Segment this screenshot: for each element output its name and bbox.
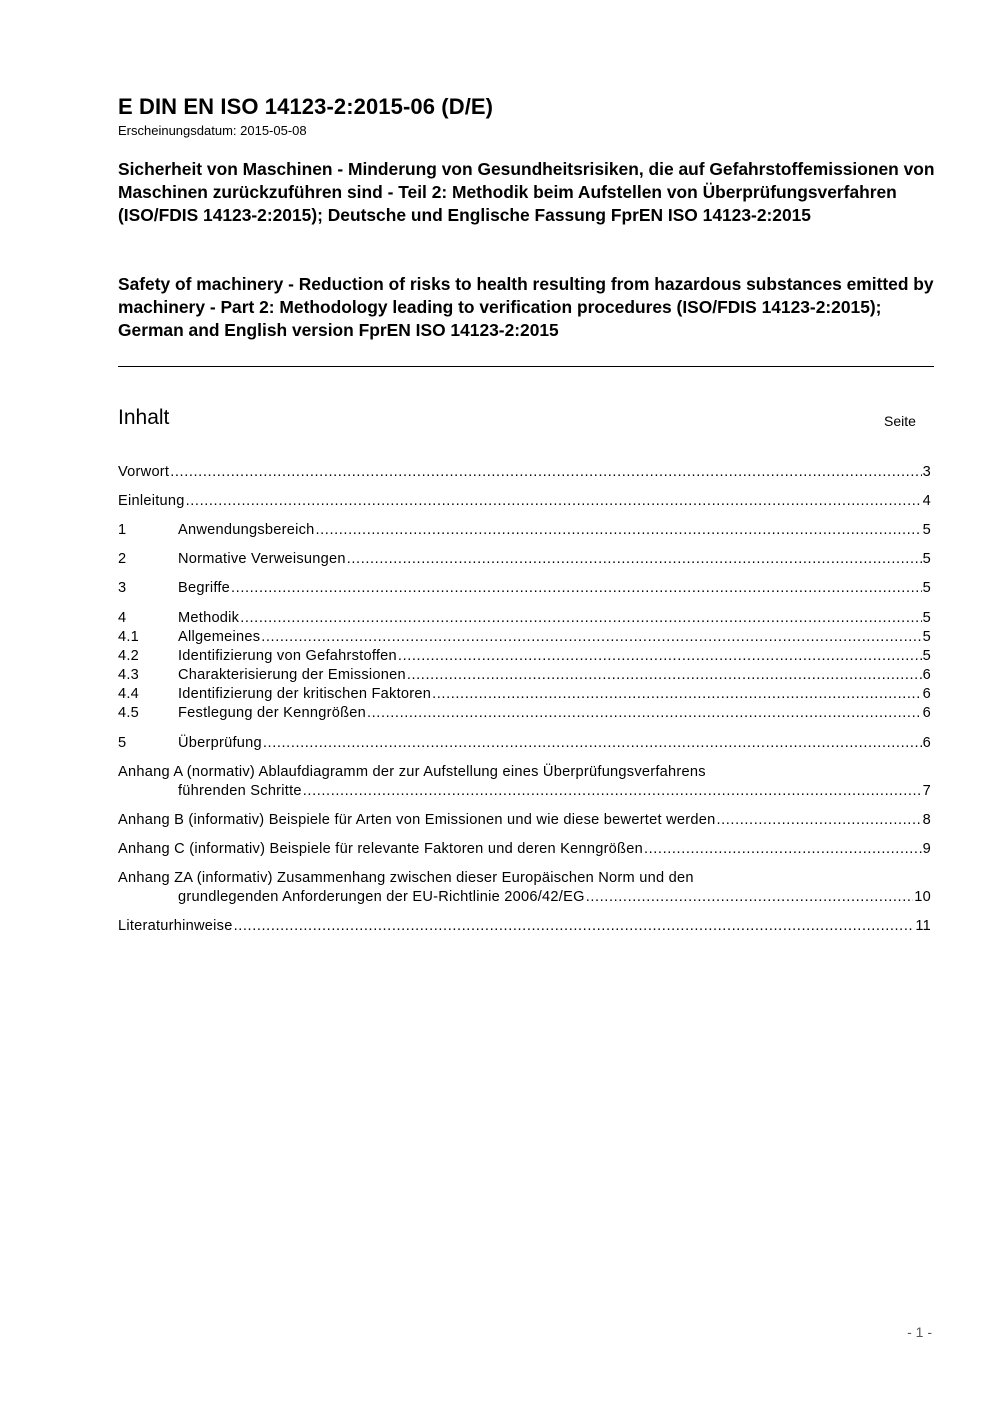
toc-entry-annex-za[interactable] [118, 869, 931, 907]
toc-entry-section-4-1[interactable] [118, 628, 931, 647]
toc-entry-title: Anhang C (informativ) Beispiele für relevante Faktoren und deren Kenngrößen [118, 841, 643, 857]
toc-leader-dots [716, 811, 921, 830]
toc-entry-section-4-2[interactable] [118, 647, 931, 666]
toc-entry-number: 4.2 [118, 648, 140, 664]
toc-entry-title-line-2: führenden Schritte [178, 783, 302, 799]
toc-entry-number: 4.1 [118, 629, 140, 645]
toc-entry-section-4-3[interactable] [118, 666, 931, 685]
toc-entry-page: 3 [922, 464, 931, 480]
toc-entry-section-2[interactable] [118, 550, 931, 569]
toc-entry-title: Methodik [178, 610, 240, 626]
toc-entry-page: 11 [915, 918, 931, 934]
toc-entry-page: 10 [914, 889, 931, 905]
toc-leader-dots [347, 550, 922, 569]
toc-leader-dots [407, 666, 922, 685]
toc-leader-dots [170, 463, 921, 482]
toc-entry-title: Anhang B (informativ) Beispiele für Arten von Emissionen und wie diese bewertet werden [118, 812, 716, 828]
toc-entry-page: 6 [922, 667, 931, 683]
toc-entry-title: Identifizierung der kritischen Faktoren [178, 686, 432, 702]
toc-leader-dots [231, 579, 922, 598]
toc-entry-title: Vorwort [118, 464, 170, 480]
toc-leader-dots [586, 888, 914, 907]
toc-leader-dots [234, 917, 915, 936]
toc-entry-annex-a[interactable] [118, 763, 931, 801]
toc-leader-dots [367, 704, 922, 723]
toc-entry-page: 7 [922, 783, 931, 799]
toc-entry-page: 5 [922, 610, 931, 626]
toc-leader-dots [261, 628, 921, 647]
toc-entry-title-line-1: Anhang A (normativ) Ablaufdiagramm der zur Aufstellung eines Überprüfungsverfahrens [118, 764, 706, 780]
toc-entry-annex-b[interactable] [118, 811, 931, 830]
toc-entry-title: Begriffe [178, 580, 231, 596]
toc-entry-title-line-2: grundlegenden Anforderungen der EU-Richtlinie 2006/42/EG [178, 889, 585, 905]
toc-entry-number: 1 [118, 522, 127, 538]
toc-entry-number: 4.3 [118, 667, 140, 683]
page-number: - 1 - [907, 1324, 932, 1340]
toc-entry-page: 4 [922, 493, 931, 509]
toc-page-column-label: Seite [884, 413, 916, 429]
toc-entry-title: Allgemeines [178, 629, 261, 645]
toc-entry-number: 2 [118, 551, 127, 567]
toc-entry-section-4-5[interactable] [118, 704, 931, 723]
toc-entry-page: 6 [922, 686, 931, 702]
toc-entry-page: 6 [922, 735, 931, 751]
toc-leader-dots [398, 647, 922, 666]
toc-entry-title: Literaturhinweise [118, 918, 233, 934]
toc-entry-page: 5 [922, 629, 931, 645]
toc-leader-dots [263, 734, 922, 753]
toc-entry-title: Charakterisierung der Emissionen [178, 667, 406, 683]
toc-entry-page: 5 [922, 648, 931, 664]
toc-entry-page: 6 [922, 705, 931, 721]
toc-entry-page: 5 [922, 580, 931, 596]
toc-entry-page: 5 [922, 522, 931, 538]
title-divider [118, 366, 934, 367]
title-german: Sicherheit von Maschinen - Minderung von Gesundheitsrisiken, die auf Gefahrstoffemissionen von Maschinen zurückzuführen sind - Teil 2: Methodik beim Aufstellen von Überprüfungsverfahren (ISO/FDIS 14123-2:2015); Deutsche und Englische Fassung FprEN ISO 14123-2:2015 [118, 159, 935, 225]
toc-entry-annex-c[interactable] [118, 840, 931, 859]
toc-entry-literatur[interactable] [118, 917, 931, 936]
toc-entry-number: 5 [118, 735, 127, 751]
toc-entry-section-1[interactable] [118, 521, 931, 540]
toc-entry-section-4-4[interactable] [118, 685, 931, 704]
toc-entry-page: 9 [922, 841, 931, 857]
toc-entry-einleitung[interactable] [118, 492, 931, 511]
toc-leader-dots [186, 492, 922, 511]
toc-entry-title: Normative Verweisungen [178, 551, 346, 567]
toc-entry-number: 4 [118, 610, 127, 626]
toc-entry-number: 4.5 [118, 705, 140, 721]
toc-entry-page: 5 [922, 551, 931, 567]
document-id: E DIN EN ISO 14123-2:2015-06 (D/E) [118, 94, 494, 119]
toc-entry-section-3[interactable] [118, 579, 931, 598]
toc-leader-dots [644, 840, 922, 859]
toc-leader-dots [316, 521, 922, 540]
toc-entry-title: Identifizierung von Gefahrstoffen [178, 648, 397, 664]
toc-entry-vorwort[interactable] [118, 463, 931, 482]
toc-entry-title: Einleitung [118, 493, 185, 509]
toc-entry-title: Überprüfung [178, 735, 262, 751]
toc-entry-section-4[interactable] [118, 609, 931, 628]
toc-leader-dots [303, 782, 922, 801]
toc-entry-title: Anwendungsbereich [178, 522, 315, 538]
toc-entry-page: 8 [922, 812, 931, 828]
toc-leader-dots [432, 685, 922, 704]
toc-heading: Inhalt [118, 406, 170, 429]
toc-entry-title: Festlegung der Kenngrößen [178, 705, 366, 721]
toc-entry-title-line-1: Anhang ZA (informativ) Zusammenhang zwischen dieser Europäischen Norm und den [118, 870, 694, 886]
toc-leader-dots [240, 609, 921, 628]
title-english: Safety of machinery - Reduction of risks to health resulting from hazardous substances emitted by machinery - Part 2: Methodology leading to verification procedures (ISO/FDIS 14123-2:2015); German and English version FprEN ISO 14123-2:2015 [118, 274, 934, 340]
toc-entry-number: 4.4 [118, 686, 140, 702]
toc-entry-number: 3 [118, 580, 127, 596]
toc-entry-section-5[interactable] [118, 734, 931, 753]
publication-date: Erscheinungsdatum: 2015-05-08 [118, 123, 307, 138]
